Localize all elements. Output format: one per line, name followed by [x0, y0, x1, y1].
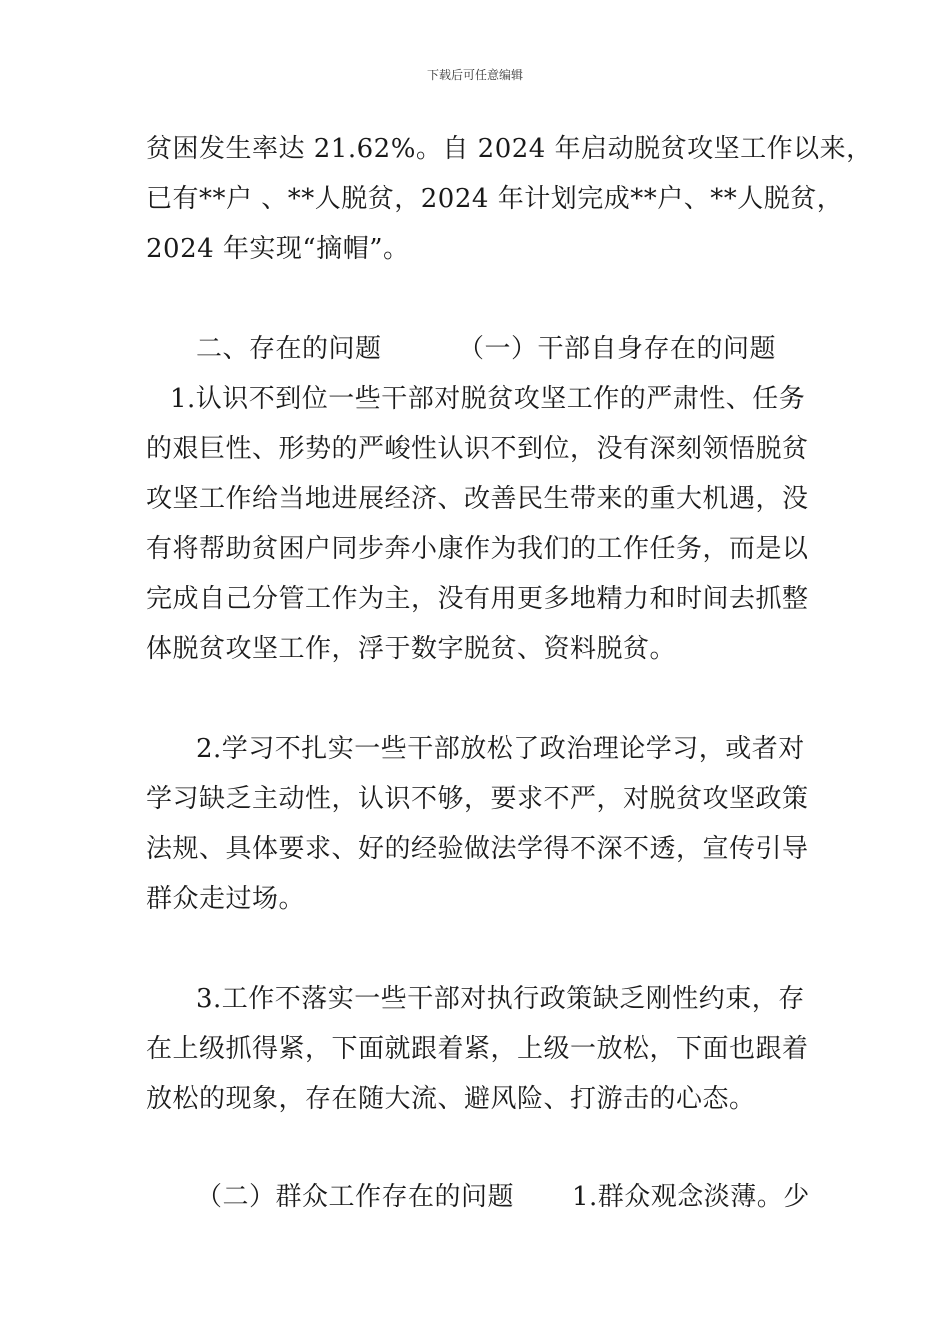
text-line: 完成自己分管工作为主，没有用更多地精力和时间去抓整: [146, 584, 809, 614]
text-line: 的艰巨性、形势的严峻性认识不到位，没有深刻领悟脱贫: [146, 434, 809, 464]
text-line: 放松的现象，存在随大流、避风险、打游击的心态。: [146, 1084, 756, 1114]
text-line: 已有**户 、**人脱贫，2024 年计划完成**户、**人脱贫，: [146, 184, 844, 214]
text-line: 在上级抓得紧，下面就跟着紧，上级一放松，下面也跟着: [146, 1034, 809, 1064]
page-header: 下载后可任意编辑: [426, 68, 523, 82]
section-heading: 二、存在的问题: [196, 334, 382, 364]
text-line: 贫困发生率达 21.62%。自 2024 年启动脱贫攻坚工作以来，: [146, 134, 873, 164]
text-line: 1.认识不到位一些干部对脱贫攻坚工作的严肃性、任务: [170, 384, 806, 414]
text-line: 体脱贫攻坚工作，浮于数字脱贫、资料脱贫。: [146, 634, 677, 664]
text-line: 攻坚工作给当地进展经济、改善民生带来的重大机遇，没: [146, 484, 809, 514]
text-line: 1.群众观念淡薄。少: [572, 1182, 810, 1212]
text-line: 法规、具体要求、好的经验做法学得不深不透，宣传引导: [146, 834, 809, 864]
subsection-heading: （一）干部自身存在的问题: [458, 334, 777, 364]
text-line: 群众走过场。: [146, 884, 306, 914]
text-line: 2024 年实现“摘帽”。: [146, 234, 410, 264]
text-line: 2.学习不扎实一些干部放松了政治理论学习，或者对: [196, 734, 805, 764]
text-line: 有将帮助贫困户同步奔小康作为我们的工作任务，而是以: [146, 534, 809, 564]
text-line: 3.工作不落实一些干部对执行政策缺乏刚性约束，存: [196, 984, 805, 1014]
text-line: 学习缺乏主动性，认识不够，要求不严，对脱贫攻坚政策: [146, 784, 809, 814]
subsection-heading: （二）群众工作存在的问题: [196, 1182, 515, 1212]
